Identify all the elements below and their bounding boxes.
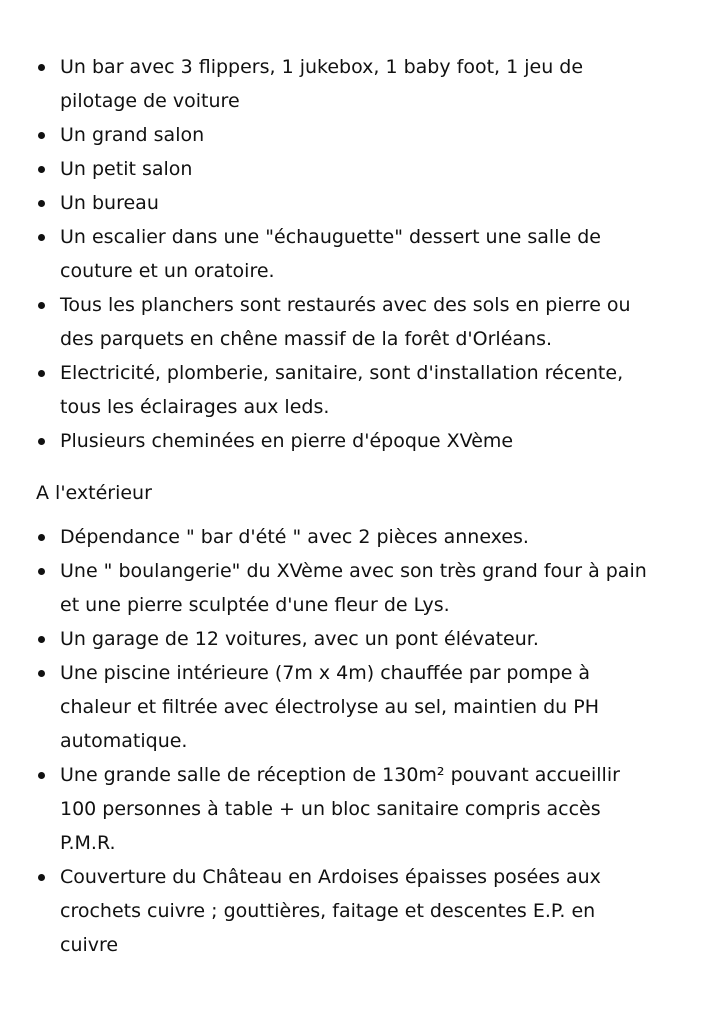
list-item [36, 220, 656, 288]
bullet-icon [38, 534, 45, 541]
list-item [36, 50, 656, 118]
interior-features-list [36, 50, 656, 458]
list-item [36, 758, 656, 860]
list-item-text: Un escalier dans une "échauguette" dessert une salle de couture et un oratoire. [60, 226, 601, 282]
list-item [36, 356, 656, 424]
bullet-icon [38, 636, 45, 643]
bullet-icon [38, 670, 45, 677]
list-item [36, 118, 656, 152]
list-item [36, 554, 656, 622]
list-item [36, 656, 656, 758]
list-item-text: Electricité, plomberie, sanitaire, sont d'installation récente, tous les éclairages aux leds. [60, 362, 624, 418]
bullet-icon [38, 438, 45, 445]
bullet-icon [38, 200, 45, 207]
list-item-text: Une grande salle de réception de 130m² pouvant accueillir 100 personnes à table + un bloc sanitaire compris accès P.M.R. [60, 764, 620, 854]
list-item [36, 288, 656, 356]
bullet-icon [38, 132, 45, 139]
bullet-icon [38, 302, 45, 309]
list-item [36, 424, 656, 458]
list-item-text: Un bureau [60, 192, 159, 214]
list-item [36, 520, 656, 554]
bullet-icon [38, 874, 45, 881]
exterior-section-heading: A l'extérieur [36, 482, 152, 504]
list-item-text: Couverture du Château en Ardoises épaisses posées aux crochets cuivre ; gouttières, faitage et descentes E.P. en cuivre [60, 866, 601, 956]
list-item [36, 152, 656, 186]
list-item-text: Tous les planchers sont restaurés avec des sols en pierre ou des parquets en chêne massif de la forêt d'Orléans. [60, 294, 631, 350]
list-item-text: Un garage de 12 voitures, avec un pont élévateur. [60, 628, 539, 650]
bullet-icon [38, 568, 45, 575]
bullet-icon [38, 166, 45, 173]
list-item-text: Dépendance " bar d'été " avec 2 pièces annexes. [60, 526, 529, 548]
list-item [36, 860, 656, 962]
bullet-icon [38, 370, 45, 377]
bullet-icon [38, 772, 45, 779]
exterior-features-list [36, 520, 656, 962]
bullet-icon [38, 64, 45, 71]
list-item-text: Une " boulangerie" du XVème avec son très grand four à pain et une pierre sculptée d'une fleur de Lys. [60, 560, 647, 616]
bullet-icon [38, 234, 45, 241]
list-item-text: Un petit salon [60, 158, 193, 180]
list-item [36, 186, 656, 220]
list-item-text: Un bar avec 3 flippers, 1 jukebox, 1 baby foot, 1 jeu de pilotage de voiture [60, 56, 584, 112]
list-item-text: Une piscine intérieure (7m x 4m) chauffée par pompe à chaleur et filtrée avec électrolyse au sel, maintien du PH automatique. [60, 662, 599, 752]
list-item-text: Un grand salon [60, 124, 205, 146]
list-item-text: Plusieurs cheminées en pierre d'époque XVème [60, 430, 514, 452]
list-item [36, 622, 656, 656]
